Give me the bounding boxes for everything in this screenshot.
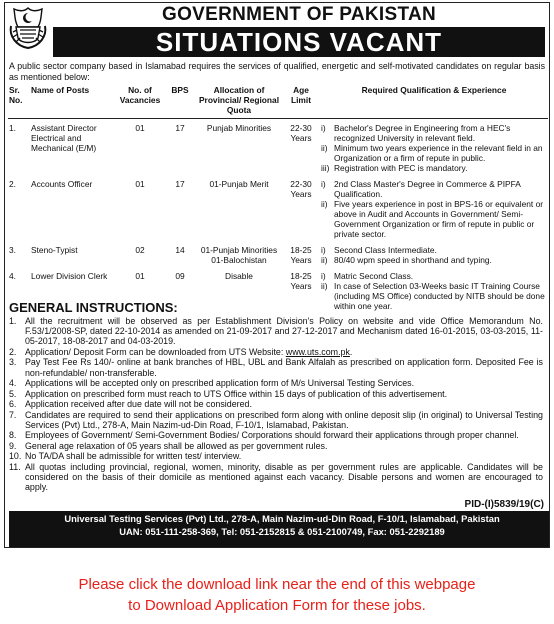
instruction-text xyxy=(25,410,543,430)
state-emblem-icon xyxy=(8,6,48,50)
instruction-text xyxy=(25,316,543,347)
row-post-name: Accounts Officer xyxy=(31,179,93,189)
row-age-limit: 22-30 Years xyxy=(290,179,312,199)
row-quota: 01-Punjab Minorities 01-Balochistan xyxy=(200,245,278,265)
instruction-text-body: Application/ Deposit Form can be downloaded from UTS Website: xyxy=(25,346,286,357)
instruction-text xyxy=(25,441,543,451)
instruction-text-suffix: . xyxy=(349,346,353,357)
instruction-item xyxy=(9,357,543,377)
instruction-text-body: General age relaxation of 05 years shall be allowed as per government rules. xyxy=(25,440,328,451)
row-post-name: Steno-Typist xyxy=(31,245,78,255)
header-government: GOVERNMENT OF PAKISTAN xyxy=(161,4,436,25)
footer-band xyxy=(9,511,550,548)
download-notice xyxy=(0,574,554,616)
qualification-item xyxy=(321,199,547,239)
qualification-item xyxy=(321,163,547,173)
table-row xyxy=(8,175,548,241)
table-header-row xyxy=(8,85,548,119)
instruction-text xyxy=(25,451,543,461)
qualification-text: Matric Second Class. xyxy=(334,271,414,281)
instruction-text xyxy=(25,430,543,440)
qualification-text: In case of Selection 03-Weeks basic IT Training Course (including MS Office) conducted by NITB should be done within one year. xyxy=(334,281,545,311)
row-post-name: Assistant Director Electrical and Mechanical (E/M) xyxy=(31,123,97,153)
instruction-text-body: Application received after due date will not be considered. xyxy=(25,399,252,410)
instruction-text xyxy=(25,399,543,409)
instruction-item xyxy=(9,410,543,430)
row-bps: 17 xyxy=(175,123,185,133)
download-notice-line-2: to Download Application Form for these jobs. xyxy=(128,597,426,614)
row-vacancies: 01 xyxy=(135,179,145,189)
instruction-item xyxy=(9,441,543,451)
col-header-age: Age Limit xyxy=(290,85,311,105)
instruction-number: 1. xyxy=(9,316,17,326)
row-sr: 3. xyxy=(9,245,16,255)
qualification-number: ii) xyxy=(321,199,328,209)
qualification-item xyxy=(321,245,547,255)
qualification-number: i) xyxy=(321,271,326,281)
instruction-number: 2. xyxy=(9,346,17,357)
row-qualifications xyxy=(320,175,548,241)
col-header-quota: Allocation of Provincial/ Regional Quota xyxy=(198,85,280,115)
instruction-item xyxy=(9,430,543,440)
row-quota: Disable xyxy=(225,271,253,281)
instruction-text-body: All quotas including provincial, regional, women, minority, disable as per government rules are applicable. Candidates will be considered on the basis of their domicile as mentioned against each vacancy. Disable persons and women are encouraged to apply. xyxy=(25,461,543,493)
instruction-number: 9. xyxy=(9,440,17,451)
instruction-number: 7. xyxy=(9,409,17,420)
row-age-limit: 22-30 Years xyxy=(290,123,312,143)
row-qualifications xyxy=(320,267,548,313)
col-header-post: Name of Posts xyxy=(31,85,90,95)
row-sr: 1. xyxy=(9,123,16,133)
row-age-limit: 18-25 Years xyxy=(290,245,312,265)
download-notice-line-1: Please click the download link near the end of this webpage xyxy=(78,576,476,593)
row-quota: Punjab Minorities xyxy=(206,123,272,133)
col-header-sr: Sr. No. xyxy=(9,85,23,105)
instruction-text xyxy=(25,378,543,388)
pid-number: PID-(I)5839/19(C) xyxy=(464,499,544,510)
qualification-text: Second Class Intermediate. xyxy=(334,245,437,255)
instruction-item xyxy=(9,462,543,493)
instruction-item xyxy=(9,378,543,388)
footer-address: Universal Testing Services (Pvt) Ltd., 278-A, Main Nazim-ud-Din Road, F-10/1, Islamabad, Pakistan xyxy=(64,513,500,524)
qualification-text: 80/40 wpm speed in shorthand and typing. xyxy=(334,255,492,265)
instruction-text-body: Application on prescribed form must reach to UTS Office within 15 days of publication of this advertisement. xyxy=(25,388,448,399)
row-age-limit: 18-25 Years xyxy=(290,271,312,291)
qualification-item xyxy=(321,179,547,199)
instruction-number: 11. xyxy=(9,461,21,472)
general-instructions-title: GENERAL INSTRUCTIONS: xyxy=(9,300,178,315)
instruction-text xyxy=(25,347,543,357)
general-instructions-list xyxy=(9,316,543,493)
qualification-item xyxy=(321,271,547,281)
qualification-text: Minimum two years experience in the relevant field in an Organization or a firm of repute in public. xyxy=(334,143,543,163)
col-header-vacancies: No. of Vacancies xyxy=(119,85,161,105)
vacancies-table xyxy=(8,85,548,313)
instruction-text-body: Pay Test Fee Rs 140/- online at bank branches of HBL, UBL and Bank Alfalah as prescribed on application form. Deposited Fee is non-refundable/ non-transferable. xyxy=(25,357,543,378)
instruction-item xyxy=(9,451,543,461)
qualification-number: i) xyxy=(321,123,326,133)
qualification-text: Registration with PEC is mandatory. xyxy=(334,163,468,173)
instruction-number: 4. xyxy=(9,378,17,389)
instruction-text xyxy=(25,389,543,399)
instruction-item xyxy=(9,316,543,347)
qualification-item xyxy=(321,143,547,163)
qualification-text: 2nd Class Master's Degree in Commerce & PIPFA Qualification. xyxy=(334,179,521,199)
qualification-item xyxy=(321,123,547,143)
instruction-text-body: No TA/DA shall be admissible for written test/ interview. xyxy=(25,451,242,462)
qualification-number: i) xyxy=(321,245,326,255)
job-advertisement xyxy=(4,2,550,548)
qualification-item xyxy=(321,281,547,311)
row-sr: 4. xyxy=(9,271,16,281)
instruction-number: 8. xyxy=(9,430,17,441)
row-bps: 14 xyxy=(175,245,185,255)
instruction-text-body: All the recruitment will be observed as per Establishment Division's Policy on website and vide Office Memorandum No. F.53/1/2008-SP, dated 22-10-2014 as amended on 21-09-2017 and 27-12-2017 and Mechanism dated 16-01-2015, 03-03-2015, 11-05-2017, 18-08-2017 and 04-03-2019. xyxy=(25,316,543,347)
qualification-number: i) xyxy=(321,179,326,189)
col-header-qualification: Required Qualification & Experience xyxy=(361,85,507,95)
table-row xyxy=(8,119,548,176)
qualification-item xyxy=(321,255,547,265)
qualification-text: Bachelor's Degree in Engineering from a HEC's recognized University in relevant field. xyxy=(334,123,511,143)
row-sr: 2. xyxy=(9,179,16,189)
row-post-name: Lower Division Clerk xyxy=(31,271,108,281)
intro-paragraph: A public sector company based in Islamabad requires the services of qualified, energetic and self-motivated candidates on regular basis as mentioned below: xyxy=(9,61,545,82)
qualification-text: Five years experience in post in BPS-16 or equivalent or above in Audit and Accounts in Government/ Semi-Government Organization or firm of repute in public or private sector. xyxy=(334,199,544,239)
instruction-item xyxy=(9,389,543,399)
qualification-number: ii) xyxy=(321,255,328,265)
instruction-number: 3. xyxy=(9,357,17,368)
banner-situations-vacant: SITUATIONS VACANT xyxy=(53,27,545,57)
row-quota: 01-Punjab Merit xyxy=(209,179,269,189)
instruction-text-body: Employees of Government/ Semi-Government Bodies/ Corporations should forward their applications through proper channel. xyxy=(25,430,519,441)
instruction-text-body: Candidates are required to send their applications on prescribed form along with online deposit slip (in original) to Universal Testing Services (Pvt) Ltd., 278-A, Main Nazim-ud-Din Road, F-10/1, Islamabad, Pakistan. xyxy=(25,409,543,430)
instruction-number: 6. xyxy=(9,399,17,410)
row-bps: 09 xyxy=(175,271,185,281)
qualification-number: iii) xyxy=(321,163,330,173)
col-header-bps: BPS xyxy=(171,85,189,95)
row-vacancies: 02 xyxy=(135,245,145,255)
footer-contacts: UAN: 051-111-258-369, Tel: 051-2152815 & 051-2100749, Fax: 051-2292189 xyxy=(119,525,445,537)
instruction-item xyxy=(9,347,543,357)
qualification-number: ii) xyxy=(321,143,328,153)
instruction-number: 5. xyxy=(9,388,17,399)
instruction-item xyxy=(9,399,543,409)
uts-website-link[interactable]: www.uts.com.pk xyxy=(285,346,350,357)
instruction-text-body: Applications will be accepted only on prescribed application form of M/s Universal Testing Services. xyxy=(25,378,415,389)
instruction-text xyxy=(25,357,543,377)
qualification-number: ii) xyxy=(321,281,328,291)
row-bps: 17 xyxy=(175,179,185,189)
table-row xyxy=(8,241,548,267)
instruction-text xyxy=(25,462,543,493)
instruction-number: 10. xyxy=(9,451,22,462)
row-qualifications xyxy=(320,241,548,267)
row-qualifications xyxy=(320,119,548,176)
row-vacancies: 01 xyxy=(135,271,145,281)
row-vacancies: 01 xyxy=(135,123,145,133)
